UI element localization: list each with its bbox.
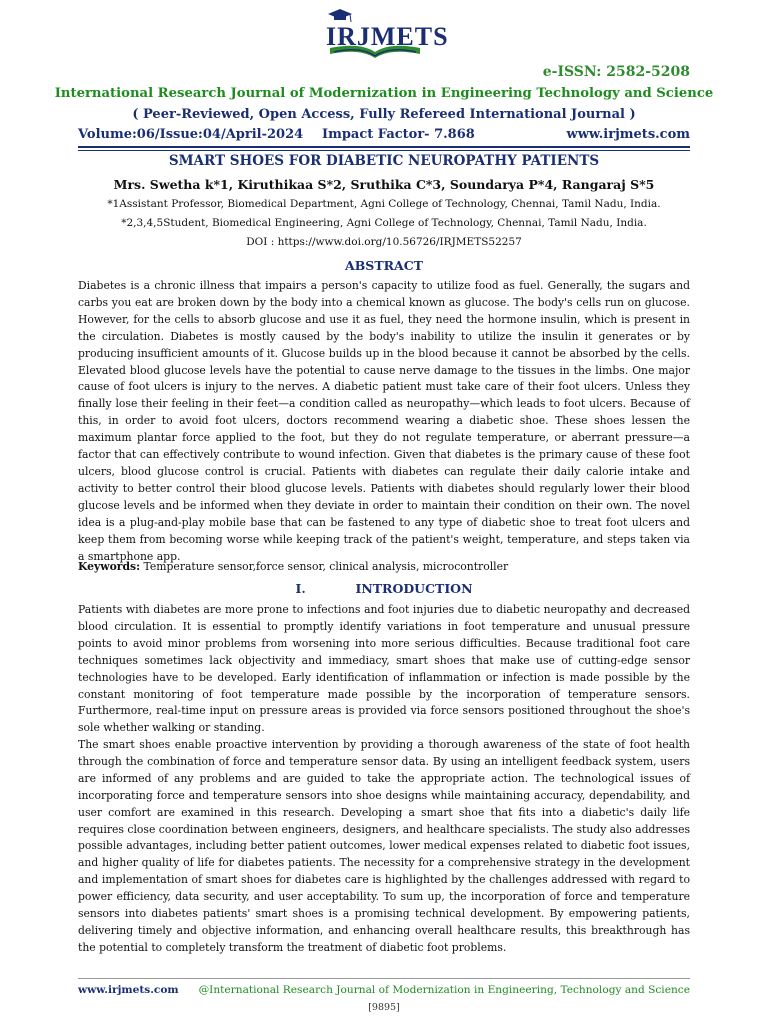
- section-number: I.: [295, 581, 306, 596]
- abstract-heading: ABSTRACT: [345, 258, 423, 273]
- intro-paragraph-2: The smart shoes enable proactive intervention by providing a thorough awareness of the state of foot health through the combination of force and temperature sensor data. By using an intelligent feedback system, users are informed of any problems and are guided to take the appropriate action. The technological issues of incorporating force and temperature sensors into shoe designs while maintaining accuracy, dependability, and user comfort are examined in this research. Developing a smart shoe that fits into a diabetic's daily life requires close coordination between engineers, designers, and healthcare specialists. The study also addresses possible advantages, including better patient outcomes, lower medical expenses related to diabetic foot issues, and higher quality of life for diabetes patients. The necessity for a comprehensive strategy in the development and implementation of smart shoes for diabetes care is highlighted by the challenges addressed with regard to power efficiency, data security, and user acceptability. To sum up, the incorporation of force and temperature sensors into diabetes patients' smart shoes is a promising technical development. By empowering patients, delivering timely and objective information, and enhancing overall healthcare results, this breakthrough has the potential to completely transform the treatment of diabetic foot problems.: [78, 738, 690, 954]
- header-rule: [78, 146, 690, 148]
- volume-row: [78, 127, 690, 145]
- logo-text: IRJMETS: [326, 22, 449, 51]
- impact-factor: Impact Factor- 7.868: [322, 127, 475, 142]
- authors: Mrs. Swetha k*1, Kiruthikaa S*2, Sruthika C*3, Soundarya P*4, Rangaraj S*5: [113, 177, 655, 192]
- journal-website[interactable]: www.irjmets.com: [566, 127, 690, 142]
- affiliation-2: *2,3,4,5Student, Biomedical Engineering, Agni College of Technology, Chennai, Tamil Nadu, India.: [121, 217, 647, 229]
- footer-copyright: @International Research Journal of Modernization in Engineering, Technology and Science: [198, 984, 690, 996]
- journal-name: International Research Journal of Modernization in Engineering Technology and Science: [54, 86, 714, 101]
- peer-review-note: ( Peer-Reviewed, Open Access, Fully Refereed International Journal ): [132, 107, 636, 122]
- abstract-text: Diabetes is a chronic illness that impairs a person's capacity to utilize food as fuel. Generally, the sugars and carbs you eat are broken down by the body into a chemical known as glucose. The body's cells run on glucose. However, for the cells to absorb glucose and use it as fuel, they need the hormone insulin, which is present in the circulation. Diabetes is mostly caused by the body's inability to utilize the insulin it generates or by producing insufficient amounts of it. Glucose builds up in the blood because it cannot be absorbed by the cells. Elevated blood glucose levels have the potential to cause nerve damage to the tissues in the limbs. One major cause of foot ulcers is injury to the nerves. A diabetic patient must take care of their foot ulcers. Unless they finally lose their feeling in their feet—a condition called as neuropathy—which leads to foot ulcers. Because of this, in order to avoid foot ulcers, doctors recommend wearing a diabetic shoe. These shoes lessen the maximum plantar force applied to the foot, but they do not regulate temperature, or aberrant pressure—a factor that can effectively contribute to wound infection. Given that diabetes is the primary cause of these foot ulcers, blood glucose control is crucial. Patients with diabetes can regulate their daily calorie intake and activity to better control their blood glucose levels. Patients with diabetes should regularly lower their blood glucose levels and be informed when they deviate in order to maintain their condition on their own. The novel idea is a plug-and-play mobile base that can be fastened to any type of diabetic shoe to treat foot ulcers and keep them from becoming worse while keeping track of the patient's weight, temperature, and steps taken via a smartphone app.: [78, 279, 690, 563]
- header-rule-thin: [78, 150, 690, 151]
- issn: e-ISSN: 2582-5208: [542, 64, 690, 80]
- page-number: [9895]: [368, 1002, 400, 1013]
- affiliation-1: *1Assistant Professor, Biomedical Department, Agni College of Technology, Chennai, Tamil Nadu, India.: [107, 198, 661, 210]
- journal-logo: [300, 8, 450, 62]
- section-title: INTRODUCTION: [355, 581, 473, 596]
- doi[interactable]: DOI : https://www.doi.org/10.56726/IRJMETS52257: [246, 236, 522, 248]
- footer-rule: [78, 978, 690, 979]
- keywords-label: Keywords:: [78, 560, 141, 573]
- introduction-heading: [0, 581, 768, 596]
- keywords-text: Temperature sensor,force sensor, clinical analysis, microcontroller: [140, 560, 509, 573]
- paper-title: SMART SHOES FOR DIABETIC NEUROPATHY PATIENTS: [168, 153, 600, 169]
- intro-paragraph-1: Patients with diabetes are more prone to infections and foot injuries due to diabetic neuropathy and decreased blood circulation. It is essential to promptly identify variations in foot temperature and unusual pressure points to avoid minor problems from worsening into more serious difficulties. Because traditional foot care techniques sometimes lack objectivity and immediacy, smart shoes that make use of cutting-edge sensor technologies have to be developed. Early identification of inflammation or infection is made possible by the constant monitoring of foot temperature made possible by the incorporation of temperature sensors. Furthermore, real-time input on pressure areas is provided via force sensors positioned throughout the shoe's sole whether walking or standing.: [78, 603, 690, 735]
- footer-website[interactable]: www.irjmets.com: [78, 984, 179, 996]
- keywords: [78, 560, 690, 573]
- volume-issue: Volume:06/Issue:04/April-2024: [78, 127, 304, 142]
